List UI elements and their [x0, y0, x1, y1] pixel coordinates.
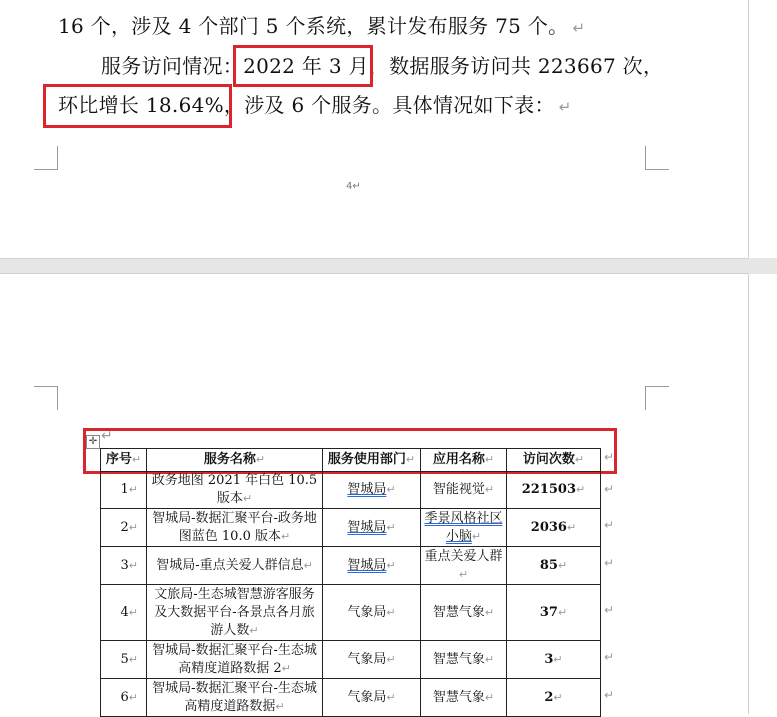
highlight-box-period [233, 45, 373, 87]
table-row [101, 472, 601, 509]
row-end-mark: ↵ [604, 482, 615, 496]
margin-corner-bottom-right [645, 146, 669, 170]
cell-app-name[interactable]: 智慧气象↵ [421, 641, 507, 679]
service-access-table [100, 448, 601, 717]
cell-app-name[interactable]: 智慧气象↵ [421, 679, 507, 717]
cell-access-count[interactable]: 37↵ [507, 585, 601, 641]
row-end-mark: ↵ [604, 603, 615, 617]
cell-access-count[interactable]: 85↵ [507, 547, 601, 585]
cell-access-count[interactable]: 221503↵ [507, 472, 601, 509]
cell-app-name[interactable]: 季景风格社区小脑↵ [421, 509, 507, 547]
cell-access-count[interactable]: 2↵ [507, 679, 601, 717]
cell-department[interactable]: 气象局↵ [323, 641, 421, 679]
paragraph-line-1[interactable] [58, 14, 585, 40]
report-period: 2022 年 3 月， [243, 54, 390, 78]
row-end-mark: ↵ [604, 518, 615, 532]
cell-no[interactable]: 4↵ [101, 585, 147, 641]
cell-service-name[interactable]: 智城局-数据汇聚平台-生态城高精度道路数据↵ [147, 679, 323, 717]
table-row [101, 585, 601, 641]
table-row [101, 509, 601, 547]
cell-department[interactable]: 气象局↵ [323, 679, 421, 717]
cell-service-name[interactable]: 智城局-数据汇聚平台-生态城高精度道路数据 2↵ [147, 641, 323, 679]
table-row [101, 547, 601, 585]
cell-app-name[interactable]: 重点关爱人群↵ [421, 547, 507, 585]
page-gap-right [748, 258, 777, 274]
line2-access-total: 数据服务访问共 223667 次， [389, 54, 664, 78]
page-number: 4↵ [346, 181, 361, 192]
cell-service-name[interactable]: 智城局-重点关爱人群信息↵ [147, 547, 323, 585]
return-arrow-icon: ↵ [101, 428, 113, 444]
paragraph-mark-icon: ↵ [558, 98, 572, 116]
move-cross-icon[interactable]: ✛ [86, 435, 100, 449]
page-gap [0, 258, 777, 274]
cell-no[interactable]: 6↵ [101, 679, 147, 717]
row-end-mark: ↵ [604, 688, 615, 702]
cell-no[interactable]: 1↵ [101, 472, 147, 509]
cell-no[interactable]: 2↵ [101, 509, 147, 547]
highlight-box-growth [43, 84, 232, 128]
cell-app-name[interactable]: 智能视觉↵ [421, 472, 507, 509]
line2-label: 服务访问情况： [101, 54, 244, 78]
table-row [101, 679, 601, 717]
header-service-name[interactable]: 服务名称↵ [147, 449, 323, 472]
cell-service-name[interactable]: 智城局-数据汇聚平台-政务地图蓝色 10.0 版本↵ [147, 509, 323, 547]
cell-no[interactable]: 3↵ [101, 547, 147, 585]
growth-rate: 环比增长 18.64%， [58, 93, 245, 117]
margin-corner-bottom-left [34, 146, 58, 170]
row-end-mark: ↵ [604, 650, 615, 664]
cell-access-count[interactable]: 2036↵ [507, 509, 601, 547]
paragraph-mark-icon: ↵ [572, 19, 586, 37]
cell-service-name[interactable]: 文旅局-生态城智慧游客服务及大数据平台-各景点各月旅游人数↵ [147, 585, 323, 641]
editor-right-margin [748, 0, 777, 714]
cell-department[interactable]: 智城局↵ [323, 509, 421, 547]
cell-app-name[interactable]: 智慧气象↵ [421, 585, 507, 641]
cell-department[interactable]: 气象局↵ [323, 585, 421, 641]
row-end-mark: ↵ [604, 556, 615, 570]
line3-text: 涉及 6 个服务。具体情况如下表： [244, 93, 555, 117]
margin-corner-top-left [34, 386, 58, 410]
row-end-mark: ↵ [604, 450, 615, 464]
cell-access-count[interactable]: 3↵ [507, 641, 601, 679]
paragraph-line-2[interactable] [101, 54, 663, 78]
header-no[interactable]: 序号↵ [101, 449, 147, 472]
header-department[interactable]: 服务使用部门↵ [323, 449, 421, 472]
cell-department[interactable]: 智城局↵ [323, 472, 421, 509]
cell-department[interactable]: 智城局↵ [323, 547, 421, 585]
table-row [101, 641, 601, 679]
margin-corner-top-right [645, 386, 669, 410]
header-access-count[interactable]: 访问次数↵ [507, 449, 601, 472]
cell-no[interactable]: 5↵ [101, 641, 147, 679]
line1-text: 16 个，涉及 4 个部门 5 个系统，累计发布服务 75 个。 [58, 14, 569, 38]
table-header-row [101, 449, 601, 472]
cell-service-name[interactable]: 政务地图 2021 年白色 10.5 版本↵ [147, 472, 323, 509]
header-app-name[interactable]: 应用名称↵ [421, 449, 507, 472]
